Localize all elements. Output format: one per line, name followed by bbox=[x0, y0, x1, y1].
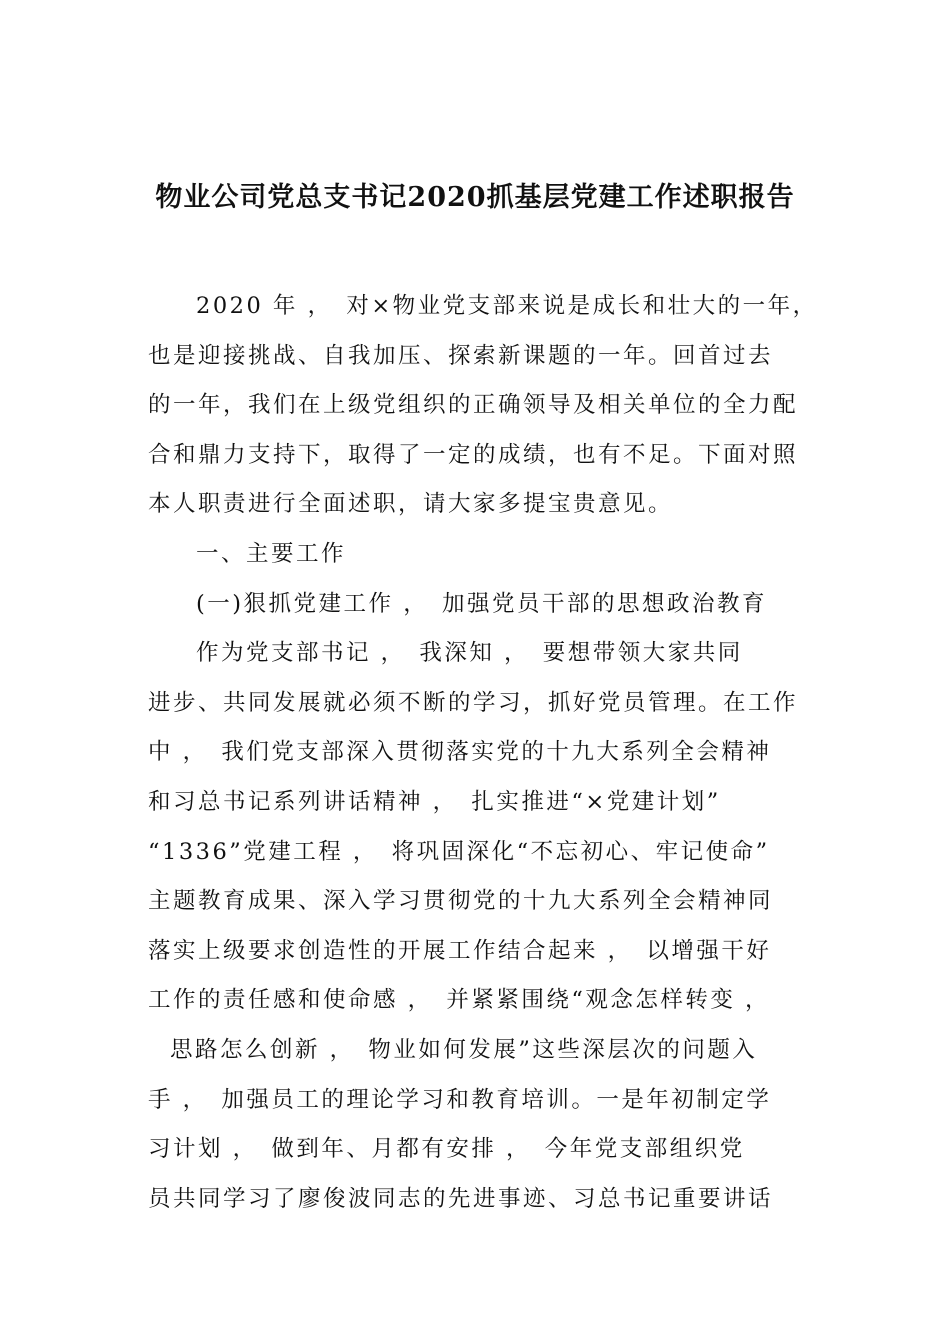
paragraph-line: 本人职责进行全面述职，请大家多提宝贵意见。 bbox=[148, 491, 674, 518]
paragraph-line: 2020 年 ， 对×物业党支部来说是成长和壮大的一年， bbox=[196, 293, 818, 319]
paragraph-line: 工作的责任感和使命感 ， 并紧紧围绕“观念怎样转变 ， bbox=[148, 987, 771, 1014]
paragraph-line: 的一年，我们在上级党组织的正确领导及相关单位的全力配 bbox=[148, 392, 799, 419]
paragraph-line: 员共同学习了廖俊波同志的先进事迹、习总书记重要讲话 bbox=[148, 1185, 774, 1212]
paragraph-line: “1336”党建工程 ， 将巩固深化“不忘初心、牢记使命” bbox=[148, 838, 770, 865]
paragraph-line: 落实上级要求创造性的开展工作结合起来 ， 以增强干好 bbox=[148, 937, 772, 964]
paragraph-line: 合和鼎力支持下，取得了一定的成绩，也有不足。下面对照 bbox=[148, 441, 799, 468]
paragraph-line: 和习总书记系列讲话精神 ， 扎实推进“×党建计划” bbox=[148, 788, 721, 815]
subsection-heading: (一)狠抓党建工作 ， 加强党员干部的思想政治教育 bbox=[196, 590, 767, 617]
paragraph-line: 作为党支部书记 ， 我深知 ， 要想带领大家共同 bbox=[196, 640, 743, 667]
paragraph-line: 也是迎接挑战、自我加压、探索新课题的一年。回首过去 bbox=[148, 342, 774, 369]
paragraph-line: 思路怎么创新 ， 物业如何发展”这些深层次的问题入 bbox=[170, 1036, 758, 1063]
paragraph-line: 手 ， 加强员工的理论学习和教育培训。一是年初制定学 bbox=[148, 1086, 772, 1113]
paragraph-line: 进步、共同发展就必须不断的学习，抓好党员管理。在工作 bbox=[148, 689, 799, 716]
document-title: 物业公司党总支书记2020抓基层党建工作述职报告 bbox=[155, 182, 795, 213]
paragraph-line: 主题教育成果、深入学习贯彻党的十九大系列全会精神同 bbox=[148, 888, 774, 915]
paragraph-line: 习计划 ， 做到年、月都有安排 ， 今年党支部组织党 bbox=[148, 1136, 745, 1163]
section-heading: 一、主要工作 bbox=[196, 540, 347, 567]
paragraph-line: 中 ， 我们党支部深入贯彻落实党的十九大系列全会精神 bbox=[148, 739, 772, 766]
document-body bbox=[148, 282, 818, 1224]
